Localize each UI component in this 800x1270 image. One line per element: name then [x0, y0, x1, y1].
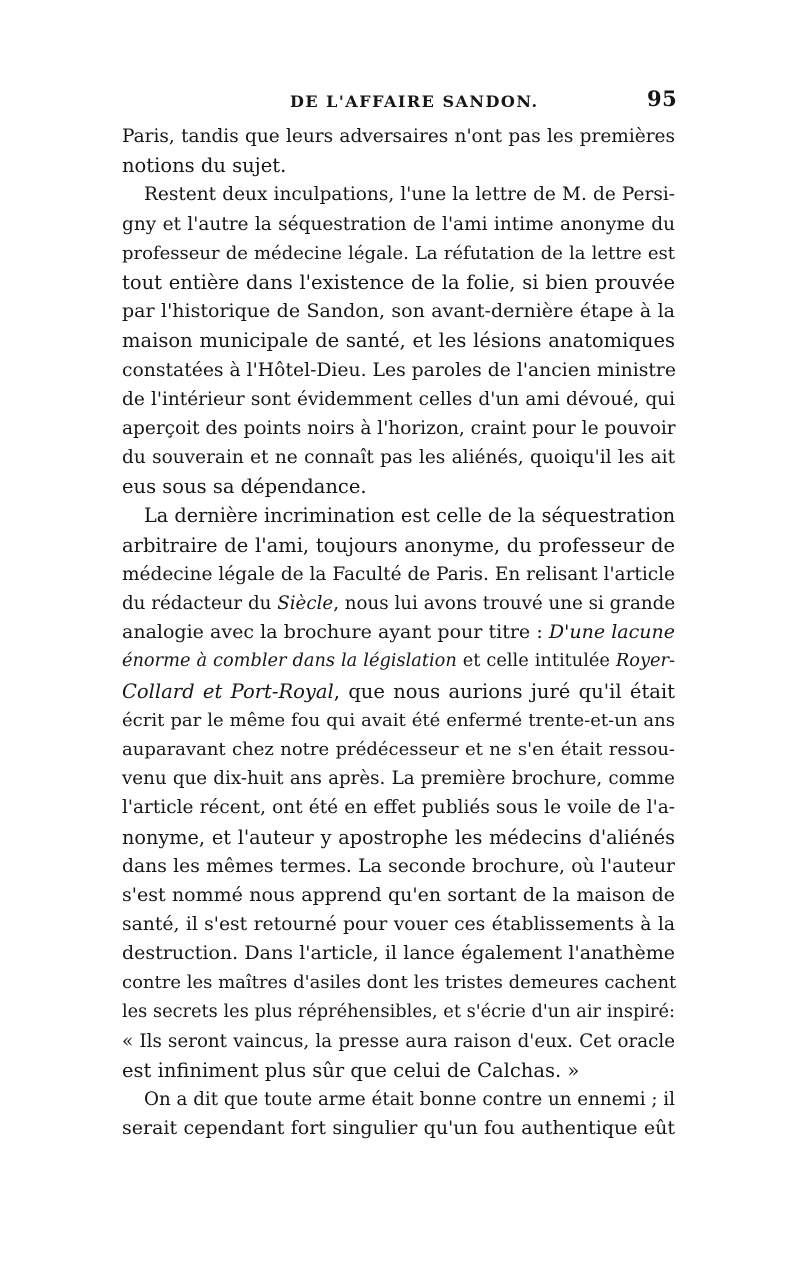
text-line: par l'historique de Sandon, son avant-dernière étape à la	[122, 300, 675, 323]
text-line	[122, 647, 675, 676]
paragraph-first-line: La dernière incrimination est celle de la séquestration	[144, 504, 676, 528]
text-line: Paris, tandis que leurs adversaires n'ont pas les premières	[122, 126, 675, 147]
body-text	[122, 122, 675, 1144]
text-line: « Ils seront vaincus, la presse aura raison d'eux. Cet oracle	[122, 1030, 675, 1052]
italic-title: Royer-	[615, 651, 675, 672]
paragraph-first-line: On a dit que toute arme était bonne contre un ennemi ; il	[144, 1089, 675, 1111]
text-line: professeur de médecine légale. La réfutation de la lettre est	[122, 242, 675, 264]
text-line: venu que dix-huit ans après. La première brochure, comme	[122, 768, 675, 790]
text-line: de l'intérieur sont évidemment celles d'un ami dévoué, qui	[122, 388, 675, 410]
text-line	[122, 618, 675, 647]
text-line: nonyme, et l'auteur y apostrophe les médecins d'aliénés	[122, 825, 675, 849]
text-run: analogie avec la brochure ayant pour titre :	[122, 621, 549, 644]
italic-title: énorme à combler dans la législation	[122, 651, 457, 672]
text-line: constatées à l'Hôtel-Dieu. Les paroles de l'ancien ministre	[122, 359, 676, 381]
text-line: l'article récent, ont été en effet publiés sous le voile de l'a-	[122, 797, 675, 819]
text-run: , nous lui avons trouvé une si grande	[333, 593, 676, 614]
text-run: , que nous aurions juré qu'il était	[333, 679, 675, 703]
text-line: dans les mêmes termes. La seconde brochure, où l'auteur	[122, 855, 675, 877]
text-line: maison municipale de santé, et les lésions anatomiques	[122, 329, 675, 353]
text-line: auparavant chez notre prédécesseur et ne s'en était ressou-	[122, 738, 675, 760]
text-line: s'est nommé nous apprend qu'en sortant de la maison de	[122, 883, 675, 906]
text-line: eus sous sa dépendance.	[122, 475, 367, 499]
text-line: gny et l'autre la séquestration de l'ami intime anonyme du	[122, 213, 675, 235]
text-line: santé, il s'est retourné pour vouer ces établissements à la	[122, 914, 675, 936]
page-number: 95	[647, 86, 678, 111]
text-line: destruction. Dans l'article, il lance également l'anathème	[122, 942, 675, 965]
paragraph-first-line: Restent deux inculpations, l'une la lettre de M. de Persi-	[144, 184, 675, 206]
text-run: du rédacteur du	[122, 593, 278, 614]
text-line: serait cependant fort singulier qu'un fou authentique eût	[122, 1117, 675, 1140]
text-line	[122, 589, 675, 618]
text-line: notions du sujet.	[122, 154, 287, 178]
text-line: tout entière dans l'existence de la folie, si bien prouvée	[122, 270, 675, 294]
text-line: écrit par le même fou qui avait été enfermé trente-et-un ans	[122, 709, 675, 731]
text-line	[122, 677, 675, 706]
running-title: DE L'AFFAIRE SANDON.	[290, 92, 539, 111]
text-line: aperçoit des points noirs à l'horizon, craint pour le pouvoir	[122, 417, 676, 439]
text-run: et celle intitulée	[456, 651, 616, 672]
text-line: arbitraire de l'ami, toujours anonyme, du professeur de	[122, 533, 675, 557]
text-line: médecine légale de la Faculté de Paris. En relisant l'article	[122, 563, 675, 585]
text-line: les secrets les plus répréhensibles, et s'écrie d'un air inspiré:	[122, 1001, 675, 1022]
italic-title: Siècle	[277, 593, 334, 614]
text-line: contre les maîtres d'asiles dont les tristes demeures cachent	[122, 972, 677, 994]
italic-title: Collard et Port-Royal	[122, 679, 334, 703]
text-line: est infiniment plus sûr que celui de Calchas. »	[122, 1059, 580, 1082]
text-line: du souverain et ne connaît pas les aliénés, quoiqu'il les ait	[122, 447, 675, 469]
italic-title: D'une lacune	[548, 621, 675, 644]
